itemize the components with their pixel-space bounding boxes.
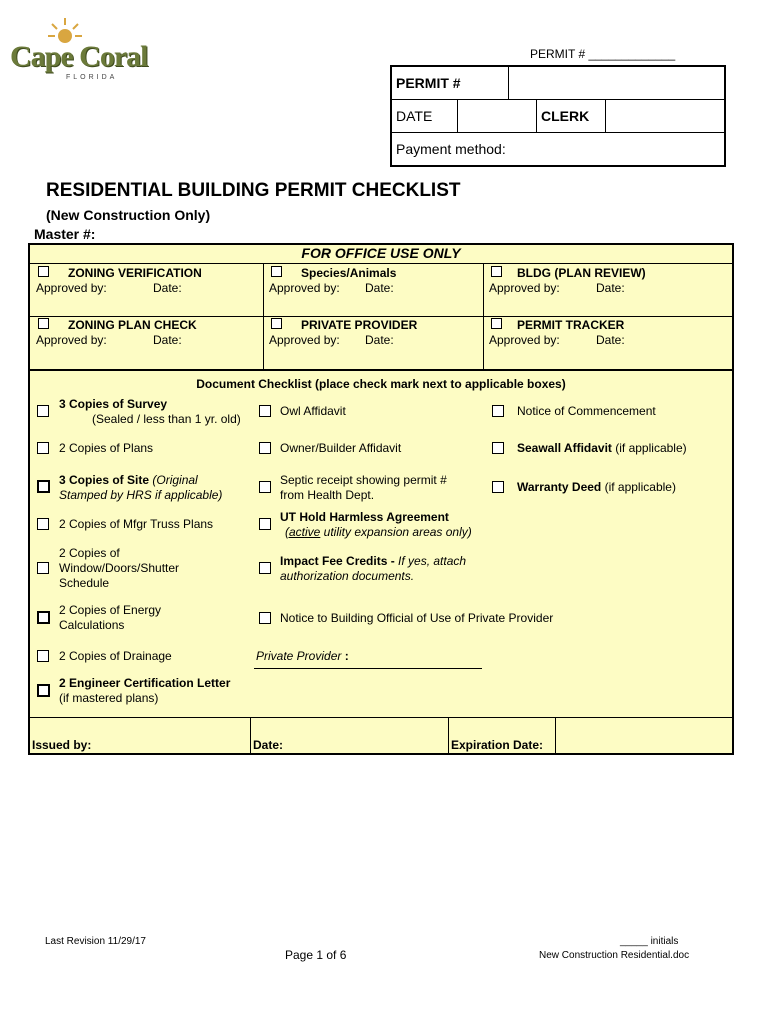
window-doors-checkbox[interactable] [37,562,49,574]
ut-note: utility expansion areas only) [320,525,472,539]
septic-item [280,473,447,503]
septic-label-2: from Health Dept. [280,488,375,502]
impact-fee-checkbox[interactable] [259,562,271,574]
private-provider-field[interactable] [256,649,349,664]
issued-by-label: Issued by: [32,738,92,752]
last-revision: Last Revision 11/29/17 [45,936,146,947]
warranty-deed-checkbox[interactable] [492,481,504,493]
permit-value-cell[interactable] [509,67,724,99]
truss-plans-checkbox[interactable] [37,518,49,530]
file-name: New Construction Residential.doc [539,950,690,961]
page-number: Page 1 of 6 [285,948,347,962]
drainage-label: 2 Copies of Drainage [59,649,172,663]
site-note-2: Stamped by HRS if applicable) [59,488,223,502]
warranty-deed-label: Warranty Deed [517,480,602,494]
office-use-section [28,243,734,373]
window-doors-label-3: Schedule [59,576,110,590]
expiration-date-label: Expiration Date: [451,738,544,752]
permit-tracker-label: PERMIT TRACKER [517,318,625,332]
seawall-note: (if applicable) [611,441,687,455]
zoning-plan-check-checkbox[interactable] [38,318,49,329]
document-checklist-section [28,369,734,755]
ut-active-note: (active [285,525,321,539]
engineer-letter-checkbox[interactable] [37,684,50,697]
approved-by-label: Approved by: [489,281,560,295]
window-doors-item [59,546,179,591]
window-doors-label-2: Window/Doors/Shutter [59,561,180,575]
survey-label: 3 Copies of Survey [59,397,168,411]
date-label-cell [392,100,458,132]
site-label: 3 Copies of Site [59,473,150,487]
date-label: Date: [596,333,625,347]
warranty-deed-item [517,480,676,495]
survey-checkbox[interactable] [37,405,49,417]
permit-label-cell [392,67,509,99]
energy-label-2: Calculations [59,618,125,632]
impact-fee-label: Impact Fee Credits - [280,554,399,568]
plans-checkbox[interactable] [37,442,49,454]
owner-builder-checkbox[interactable] [259,442,271,454]
date-clerk-row [392,100,724,133]
initials-line: _____ initials [620,936,679,947]
logo-name: Cape Coral [10,40,148,73]
ut-hold-harmless-label: UT Hold Harmless Agreement [280,510,449,524]
permit-label: PERMIT # [396,75,461,91]
office-use-header: FOR OFFICE USE ONLY [30,245,732,264]
engineer-letter-label: 2 Engineer Certification Letter [59,676,231,690]
date-label: Date: [153,281,182,295]
approved-by-label: Approved by: [269,333,340,347]
issue-date-cell[interactable] [251,718,449,754]
energy-item [59,603,161,633]
warranty-deed-note: (if applicable) [601,480,676,494]
bldg-plan-review-checkbox[interactable] [491,266,502,277]
septic-label-1: Septic receipt showing permit # [280,473,447,487]
bldg-plan-review-label: BLDG (PLAN REVIEW) [517,266,646,280]
approved-by-label: Approved by: [36,333,107,347]
window-doors-label-1: 2 Copies of [59,546,120,560]
engineer-letter-item [59,676,230,706]
notice-private-provider-checkbox[interactable] [259,612,271,624]
site-checkbox[interactable] [37,480,50,493]
site-item [59,473,222,503]
seawall-label: Seawall Affidavit [517,441,612,455]
species-animals-checkbox[interactable] [271,266,282,277]
owl-affidavit-label: Owl Affidavit [280,404,346,418]
expiration-date-label-cell [449,718,556,754]
date-label: Date: [365,281,394,295]
expiration-date-value-cell[interactable] [556,718,732,754]
notice-commencement-label: Notice of Commencement [517,404,656,418]
survey-item [59,397,241,427]
energy-label-1: 2 Copies of Energy [59,603,162,617]
date-label: Date: [153,333,182,347]
plans-label: 2 Copies of Plans [59,441,154,455]
page-title: RESIDENTIAL BUILDING PERMIT CHECKLIST [46,180,461,201]
notice-commencement-checkbox[interactable] [492,405,504,417]
species-animals-label: Species/Animals [301,266,397,280]
approved-by-label: Approved by: [489,333,560,347]
column-divider [263,263,264,371]
logo-subtitle: FLORIDA [66,74,118,81]
seawall-item [517,441,687,456]
approved-by-label: Approved by: [36,281,107,295]
site-note-1: (Original [149,473,198,487]
date-label: Date: [365,333,394,347]
ut-hold-harmless-item [280,510,472,540]
clerk-label: CLERK [541,108,590,124]
payment-row[interactable] [392,133,724,165]
zoning-verification-label: ZONING VERIFICATION [68,266,202,280]
cape-coral-logo [8,14,148,86]
notice-private-provider-label: Notice to Building Official of Use of Private Provider [280,611,554,625]
date-value-cell[interactable] [458,100,537,132]
zoning-verification-checkbox[interactable] [38,266,49,277]
ut-hold-harmless-checkbox[interactable] [259,518,271,530]
private-provider-label: Private Provider [256,649,342,663]
survey-note: (Sealed / less than 1 yr. old) [92,412,241,426]
owner-builder-label: Owner/Builder Affidavit [280,441,402,455]
private-provider-colon: : [341,649,349,663]
clerk-value-cell[interactable] [606,100,724,132]
owl-affidavit-checkbox[interactable] [259,405,271,417]
issued-row [30,717,732,754]
permit-row [392,67,724,100]
date-label: DATE [396,108,433,124]
impact-fee-item [280,554,466,584]
private-provider-underline [254,668,482,669]
seawall-checkbox[interactable] [492,442,504,454]
drainage-checkbox[interactable] [37,650,49,662]
private-provider-label: PRIVATE PROVIDER [301,318,418,332]
issue-date-label: Date: [253,738,284,752]
column-divider [483,263,484,371]
engineer-letter-note: (if mastered plans) [59,691,159,705]
septic-checkbox[interactable] [259,481,271,493]
page-subtitle: (New Construction Only) [46,207,211,223]
private-provider-checkbox[interactable] [271,318,282,329]
approved-by-label: Approved by: [269,281,340,295]
master-number-label: Master #: [34,226,96,242]
issued-by-cell[interactable] [30,718,251,754]
row-divider [30,316,732,317]
impact-fee-note-2: authorization documents. [280,569,415,583]
date-label: Date: [596,281,625,295]
permit-number-line: PERMIT # _____________ [530,47,676,61]
payment-label: Payment method: [396,141,506,157]
clerk-label-cell [537,100,606,132]
impact-fee-note-1: If yes, attach [398,554,467,568]
document-checklist-header: Document Checklist (place check mark next to applicable boxes) [196,377,566,391]
permit-tracker-checkbox[interactable] [491,318,502,329]
truss-plans-label: 2 Copies of Mfgr Truss Plans [59,517,214,531]
energy-checkbox[interactable] [37,611,50,624]
zoning-plan-check-label: ZONING PLAN CHECK [68,318,197,332]
permit-info-box [390,65,726,167]
payment-cell[interactable] [392,133,724,165]
